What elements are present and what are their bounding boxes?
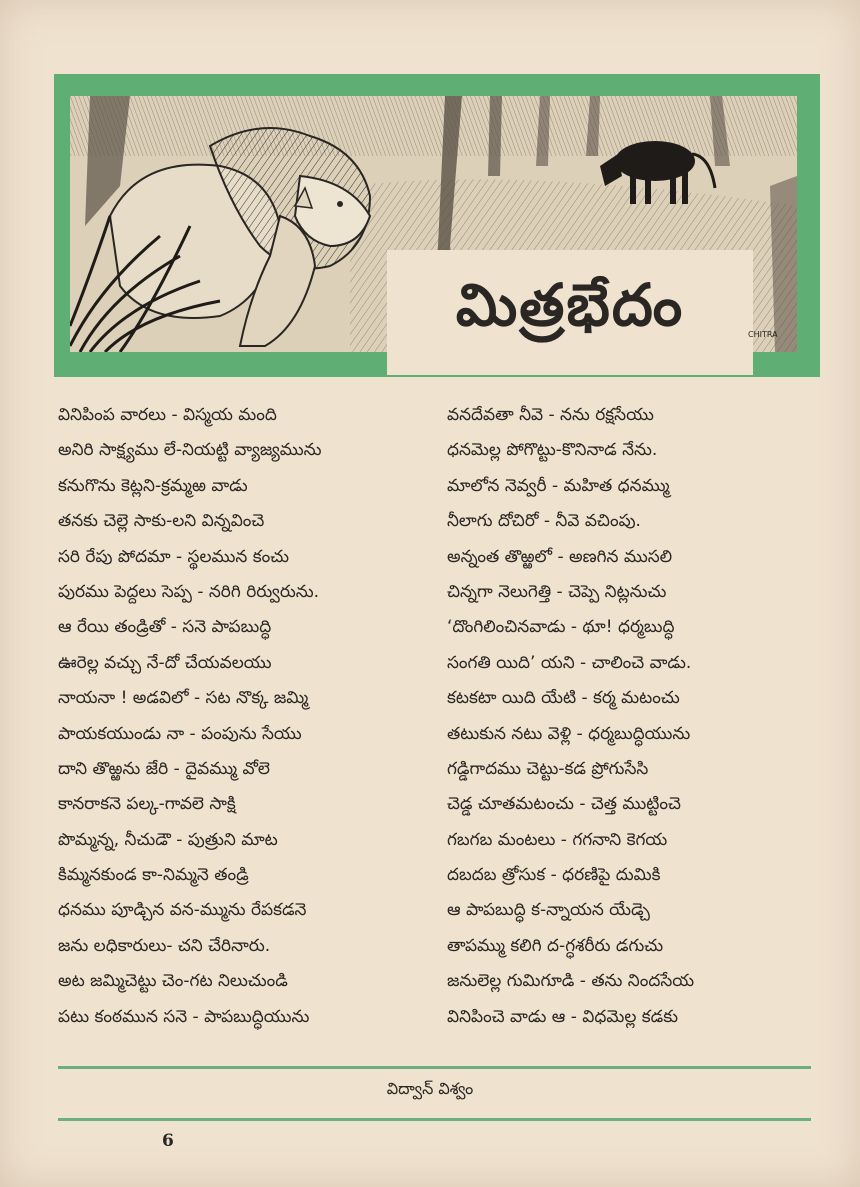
poem-line: కిమ్మనకుండ కా-నిమ్మనె తండ్రి bbox=[58, 865, 249, 886]
poem-line: చెడ్డ చూతమటంచు - చెత్త ముట్టించె bbox=[447, 794, 681, 815]
poem-line: ఊరెల్ల వచ్చు నే-దో చేయవలయు bbox=[58, 652, 272, 673]
poem-line: జను లధికారులు- చని చేరినారు. bbox=[58, 935, 271, 956]
poem-line: గడ్డిగాదము చెట్టు-కడ ప్రోగుసేసి bbox=[447, 758, 649, 779]
poem-line: గబగబ మంటలు - గగనాని కెగయ bbox=[447, 829, 668, 850]
poem-left-column bbox=[58, 398, 438, 1035]
poem-line: సంగతి యిది’ యని - చాలించె వాడు. bbox=[447, 652, 692, 673]
poem-line: దబదబ త్రోసుక - ధరణిపై దుమికి bbox=[447, 865, 661, 886]
page-number: 6 bbox=[162, 1131, 174, 1151]
poem-line: తాపమ్ము కలిగి ద-గ్ధశరీరు డగుచు bbox=[447, 935, 664, 956]
poem-line: కనుగొను కెట్లని-క్రమ్మఱ వాడు bbox=[58, 475, 248, 496]
poem-line: ‘దొంగిలించినవాడు - థూ! ధర్మబుద్ధి bbox=[447, 617, 675, 638]
poem-line: అన్నంత తొఱ్ఱలో - అణగిన ముసలి bbox=[447, 546, 673, 567]
poem-line: కటకటా యిది యేటి - కర్మ మటంచు bbox=[447, 688, 680, 709]
poem-line: నాయనా ! అడవిలో - సట నొక్క జమ్మి bbox=[58, 688, 309, 709]
poem-line: జనులెల్ల గుమిగూడి - తను నిందసేయ bbox=[447, 971, 695, 992]
poem-line: పురము పెద్దలు సెప్ప - నరిగి రిర్వురును. bbox=[58, 581, 320, 602]
poem-right-column bbox=[447, 398, 827, 1035]
poem-line: తటుకున నటు వెళ్లి - ధర్మబుద్ధియును bbox=[447, 723, 691, 744]
poem-line: పటు కంఠమున సనె - పాపబుద్ధియును bbox=[58, 1006, 310, 1027]
divider-bottom bbox=[58, 1118, 811, 1121]
title-panel bbox=[387, 250, 753, 375]
poem-line: ధనమెల్ల పోగొట్టు-కొనినాడ నేను. bbox=[447, 440, 658, 461]
poem-line: వినిపింప వారలు - విస్మయ మంది bbox=[58, 405, 277, 425]
poem-line: ధనము పూడ్చిన వన-మ్మును రేపకడనె bbox=[58, 900, 307, 921]
poem-line: కానరాకనె పల్క-గావలె సాక్షి bbox=[58, 794, 236, 815]
story-title: మిత్రభేదం bbox=[455, 271, 685, 339]
divider-top bbox=[58, 1066, 811, 1069]
poem-line: అనిరి సాక్ష్యము లే-నియట్టి వ్యాజ్యమును bbox=[58, 440, 322, 461]
poem-line: పొమ్మన్న, నీచుడౌ - పుత్రుని మాట bbox=[58, 829, 278, 850]
poem-line: సరి రేపు పోదమా - స్థలమున కంచు bbox=[58, 546, 290, 567]
poem-line: వనదేవతా నీవె - నను రక్షసేయు bbox=[447, 405, 654, 425]
poem-line: వినిపించె వాడు ఆ - విధమెల్ల కడకు bbox=[447, 1006, 678, 1027]
poem-line: అట జమ్మిచెట్టు చెం-గట నిలుచుండి bbox=[58, 971, 288, 992]
poem-line: దాని తొఱ్ఱను జేరి - దైవమ్ము వోలె bbox=[58, 758, 270, 779]
poem-line: నీలాగు దోచిరో - నీవె వచింపు. bbox=[447, 511, 641, 532]
author-name: విద్వాన్ విశ్వం bbox=[386, 1079, 474, 1098]
poem-line: చిన్నగా నెలుగెత్తి - చెప్పె నిట్లనుచు bbox=[447, 581, 667, 602]
poem-line: ఆ రేయి తండ్రితో - సనె పాపబుద్ధి bbox=[58, 617, 272, 638]
illustrator-signature: CHITRA bbox=[748, 330, 778, 339]
poem-line: ఆ పాపబుద్ధి క-న్నాయన యేడ్చె bbox=[447, 900, 650, 921]
poem-line: మాలోన నెవ్వరీ - మహిత ధనమ్ము bbox=[447, 475, 670, 496]
poem-line: పాయకయుండు నా - పంపును సేయు bbox=[58, 723, 302, 744]
poem-line: తనకు చెల్లె సాకు-లని విన్నవించె bbox=[58, 511, 265, 532]
